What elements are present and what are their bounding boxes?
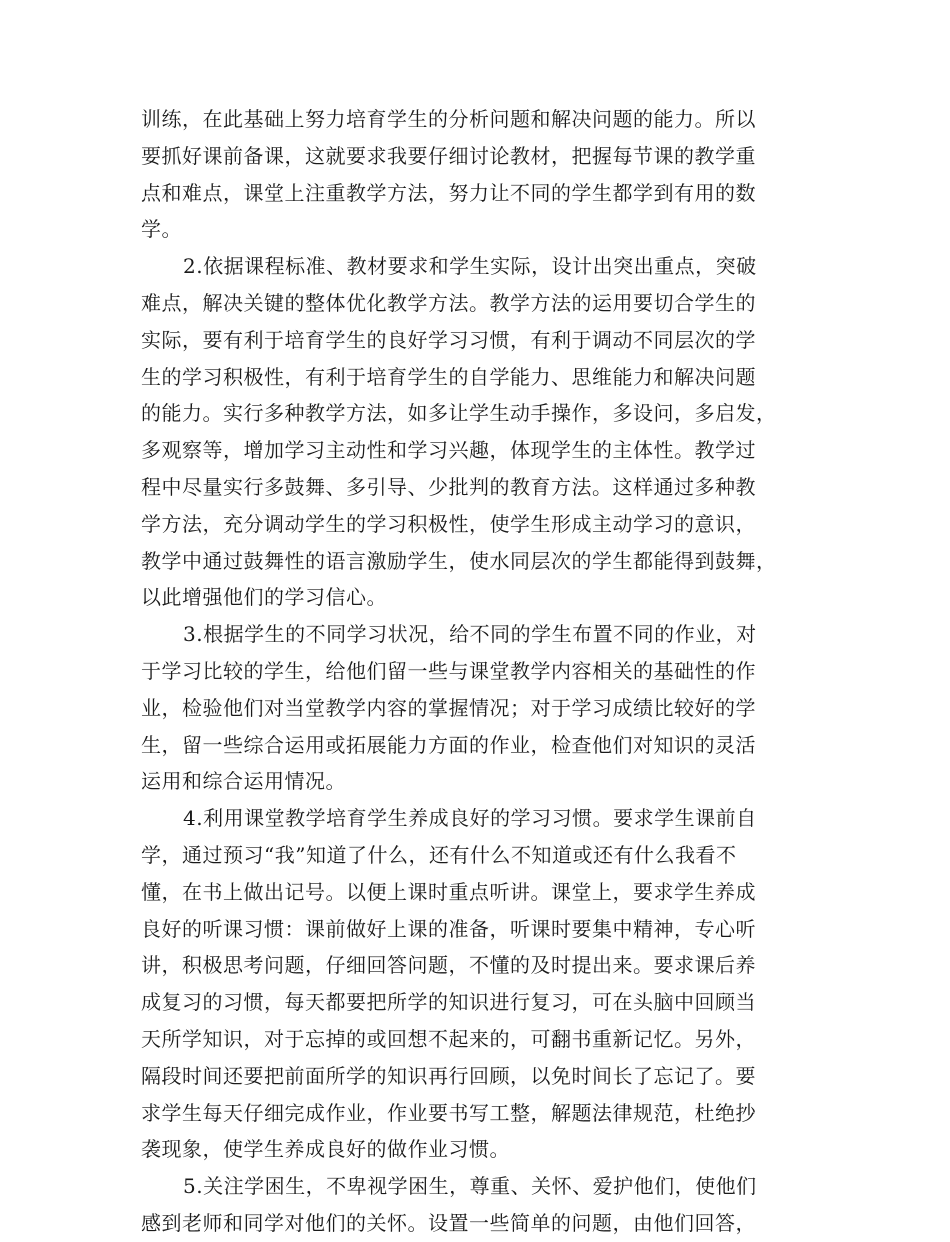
text-line: 学，通过预习“我”知道了什么，还有什么不知道或还有什么我看不 [141,842,737,867]
text-line: 要抓好课前备课，这就要求我要仔细讨论教材，把握每节课的教学重 [141,143,756,168]
text-line: 以此增强他们的学习信心。 [141,585,387,610]
text-line: 懂，在书上做出记号。以便上课时重点听讲。课堂上，要求学生养成 [141,879,756,904]
text-line: 学方法，充分调动学生的学习积极性，使学生形成主动学习的意识， [141,511,756,536]
paragraph-start-line: 5.关注学困生，不卑视学困生，尊重、关怀、爱护他们，使他们 [183,1174,757,1199]
text-line: 良好的听课习惯：课前做好上课的准备，听课时要集中精神，专心听 [141,916,756,941]
paragraph-start-line: 3.根据学生的不同学习状况，给不同的学生布置不同的作业，对 [183,622,757,647]
text-line: 训练，在此基础上努力培育学生的分析问题和解决问题的能力。所以 [141,107,756,131]
text-line: 业，检验他们对当堂教学内容的掌握情况；对于学习成绩比较好的学 [141,695,756,720]
text-line: 难点，解决关键的整体优化教学方法。教学方法的运用要切合学生的 [141,290,756,315]
text-line: 学。 [141,217,182,242]
document-body [141,101,809,1242]
text-line: 程中尽量实行多鼓舞、多引导、少批判的教育方法。这样通过多种教 [141,474,756,499]
paragraph-start-line: 4.利用课堂教学培育学生养成良好的学习习惯。要求学生课前自 [183,806,757,831]
text-line: 生，留一些综合运用或拓展能力方面的作业，检查他们对知识的灵活 [141,732,756,757]
text-line: 袭现象，使学生养成良好的做作业习惯。 [141,1137,510,1162]
text-line: 的能力。实行多种教学方法，如多让学生动手操作，多设问，多启发， [141,401,777,426]
text-line: 感到老师和同学对他们的关怀。设置一些简单的问题，由他们回答， [141,1210,756,1235]
paragraph-start-line: 2.依据课程标准、教材要求和学生实际，设计出突出重点，突破 [183,254,757,279]
text-line: 生的学习积极性，有利于培育学生的自学能力、思维能力和解决问题 [141,364,756,389]
text-line: 教学中通过鼓舞性的语言激励学生，使水同层次的学生都能得到鼓舞， [141,548,777,573]
text-line: 讲，积极思考问题，仔细回答问题，不懂的及时提出来。要求课后养 [141,953,756,978]
text-line: 实际，要有利于培育学生的良好学习习惯，有利于调动不同层次的学 [141,327,756,352]
text-line: 点和难点，课堂上注重教学方法，努力让不同的学生都学到有用的数 [141,180,756,205]
text-line: 运用和综合运用情况。 [141,769,346,794]
text-line: 多观察等，增加学习主动性和学习兴趣，体现学生的主体性。教学过 [141,438,756,463]
text-line: 成复习的习惯，每天都要把所学的知识进行复习，可在头脑中回顾当 [141,990,756,1015]
text-line: 求学生每天仔细完成作业，作业要书写工整，解题法律规范，杜绝抄 [141,1100,756,1125]
text-line: 于学习比较的学生，给他们留一些与课堂教学内容相关的基础性的作 [141,658,756,683]
text-line: 隔段时间还要把前面所学的知识再行回顾，以免时间长了忘记了。要 [141,1063,756,1088]
text-line: 天所学知识，对于忘掉的或回想不起来的，可翻书重新记忆。另外， [141,1026,756,1051]
